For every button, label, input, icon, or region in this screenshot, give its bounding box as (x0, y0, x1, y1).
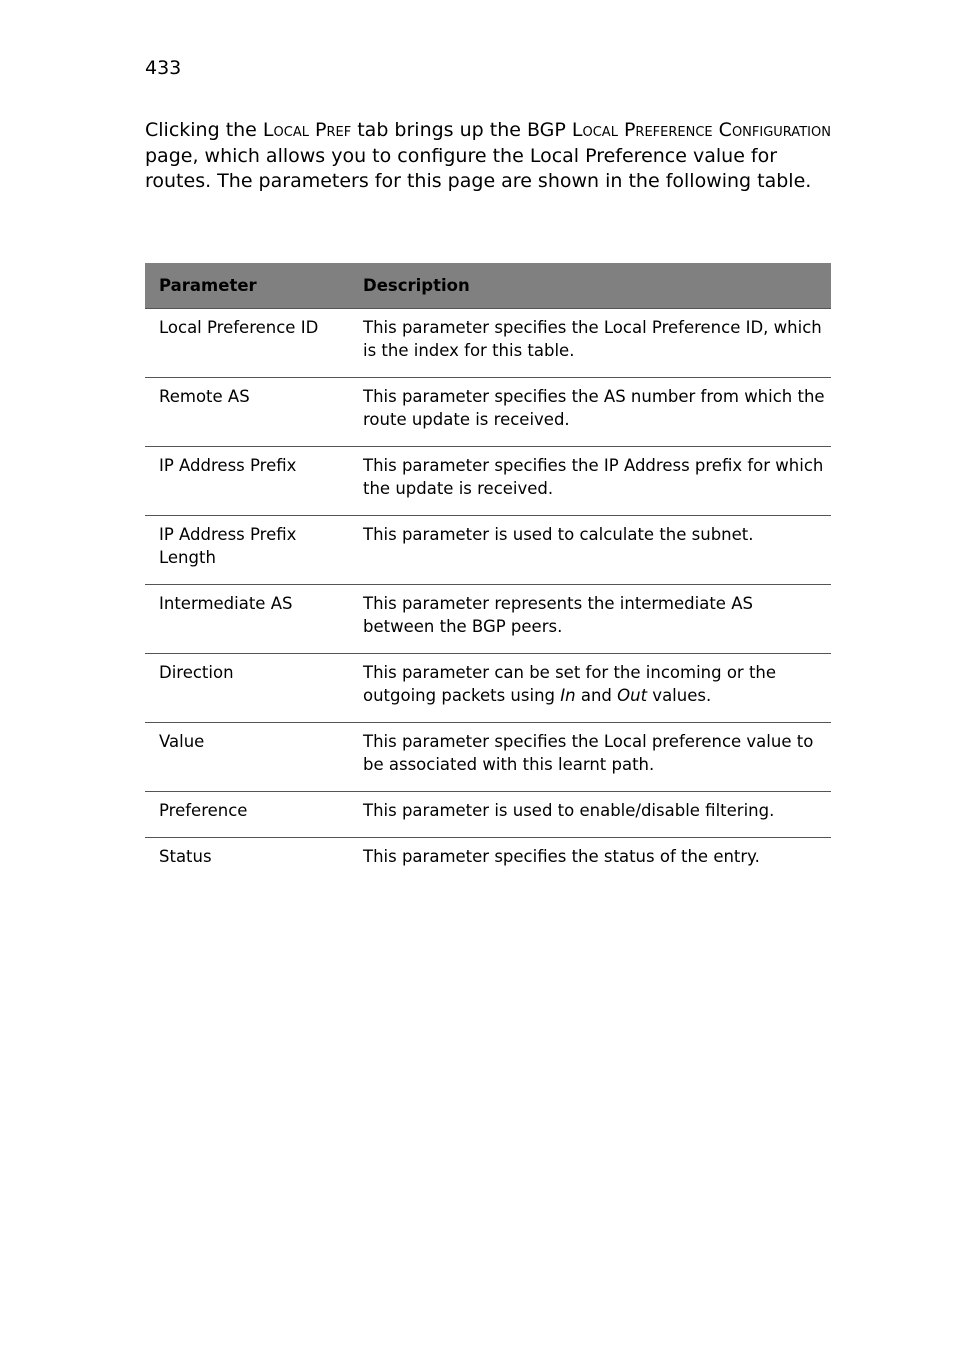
table-row (145, 516, 831, 585)
local-pref-tab-name: Local Pref (262, 119, 352, 141)
parameters-table (145, 263, 831, 883)
table-row (145, 654, 831, 723)
table-row (145, 792, 831, 838)
description-cell: This parameter represents the intermediate AS between the BGP peers. (349, 585, 831, 654)
intro-paragraph (145, 118, 835, 195)
parameter-cell: Intermediate AS (145, 585, 349, 654)
table-row (145, 447, 831, 516)
parameter-cell: Local Preference ID (145, 309, 349, 378)
parameter-cell: IP Address Prefix Length (145, 516, 349, 585)
in-value-term: In (560, 686, 576, 705)
table-row (145, 838, 831, 884)
description-cell (349, 654, 831, 723)
description-cell: This parameter is used to calculate the subnet. (349, 516, 831, 585)
description-text: This parameter can be set for the incoming or the outgoing packets using (363, 663, 777, 705)
description-text: values. (647, 686, 712, 705)
parameter-cell: IP Address Prefix (145, 447, 349, 516)
description-text: and (575, 686, 618, 705)
parameter-cell: Preference (145, 792, 349, 838)
intro-text-3: page, which allows you to configure the Local Preference value for routes. The parameters for this page are shown in the following table. (145, 144, 812, 192)
table-row (145, 378, 831, 447)
table-row (145, 309, 831, 378)
description-cell: This parameter specifies the Local Preference ID, which is the index for this table. (349, 309, 831, 378)
intro-text-2: tab brings up the BGP (351, 119, 572, 141)
description-cell: This parameter specifies the status of the entry. (363, 847, 760, 866)
header-description: Description (349, 263, 831, 309)
description-cell: This parameter specifies the Local preference value to be associated with this learnt path. (349, 723, 831, 792)
table-header-row (145, 263, 831, 309)
description-cell: This parameter is used to enable/disable filtering. (349, 792, 831, 838)
local-preference-configuration-page-name: Local Preference Configuration (571, 119, 831, 141)
parameter-cell: Status (159, 847, 212, 866)
description-cell: This parameter specifies the IP Address prefix for which the update is received. (349, 447, 831, 516)
parameter-cell: Value (145, 723, 349, 792)
description-cell: This parameter specifies the AS number from which the route update is received. (349, 378, 831, 447)
parameter-cell: Direction (145, 654, 349, 723)
table-row (145, 585, 831, 654)
table-row (145, 723, 831, 792)
intro-text-1: Clicking the (145, 119, 263, 141)
out-value-term: Out (617, 686, 648, 705)
parameter-cell: Remote AS (145, 378, 349, 447)
header-parameter: Parameter (145, 263, 349, 309)
page-number: 433 (145, 57, 182, 79)
